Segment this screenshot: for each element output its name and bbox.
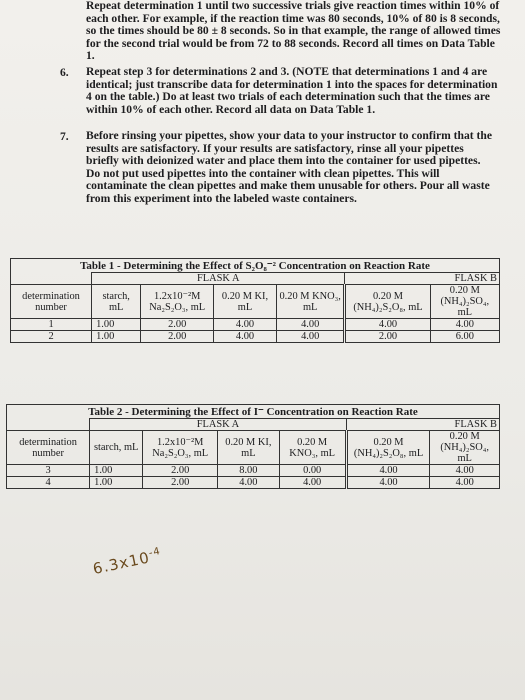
table-1-flask-b: FLASK B [345, 273, 500, 285]
step-6-text: Repeat step 3 for determinations 2 and 3. (NOTE that determinations 1 and 4 are identical; just transcribe data for determination 1 into the spaces for determination 4 on the table.) Do at least two trials of each determination such that the times are within 10% of each other. Record all data on Data Table 1. [86, 65, 498, 116]
table-2-flask-a: FLASK A [90, 419, 347, 431]
table-cell: 0.00 [279, 465, 346, 477]
table-1-title: Table 1 - Determining the Effect of S₂O₈⁻² Concentration on Reaction Rate [11, 259, 500, 273]
table-cell: 4.00 [214, 319, 277, 331]
table-header: starch, mL [92, 285, 141, 319]
table-cell: 4.00 [276, 331, 344, 343]
table-cell: 2 [11, 331, 92, 343]
table-header: 0.20 M (NH₄)₂S₂O₈, mL [345, 285, 430, 319]
table-cell: 4.00 [430, 477, 500, 489]
data-table-1 [10, 258, 500, 343]
table-cell: 4.00 [276, 319, 344, 331]
table-header: 0.20 M (NH₄)₂S₂O₈, mL [346, 431, 430, 465]
table-cell: 3 [7, 465, 90, 477]
table-cell: 2.00 [141, 331, 214, 343]
intro-paragraph: Repeat determination 1 until two successive trials give reaction times within 10% of each other. For example, if the reaction time was 80 seconds, 10% of 80 is 8 seconds, so the times should be 80 ± 8 seconds. So in that example, the range of allowed times for the second trial would be from 72 to 88 seconds. Record all times on Data Table 1. [86, 0, 501, 63]
table-header: 1.2x10⁻²M Na₂S₂O₃, mL [143, 431, 218, 465]
table-cell: 4.00 [345, 319, 430, 331]
table-1-flask-a: FLASK A [92, 273, 345, 285]
table-cell: 1 [11, 319, 92, 331]
step-7-text: Before rinsing your pipettes, show your data to your instructor to confirm that the results are satisfactory. If your results are satisfactory, rinse all your pipettes briefly with deionized water and place them into the container for used pipettes. Do not put used pipettes into the container with clean pipettes. This will contaminate the clean pipettes and make them unusable for others. Pour all waste from this experiment into the labeled waste containers. [86, 129, 492, 205]
table-cell: 1.00 [90, 477, 143, 489]
data-table-2 [6, 404, 500, 489]
table-cell: 1.00 [92, 319, 141, 331]
table-cell: 4.00 [279, 477, 346, 489]
table-header: 0.20 M KI, mL [218, 431, 280, 465]
table-cell: 2.00 [141, 319, 214, 331]
table-2-title: Table 2 - Determining the Effect of I⁻ Concentration on Reaction Rate [7, 405, 500, 419]
table-header: 0.20 M (NH₄)₂SO₄, mL [430, 285, 499, 319]
step-7-number: 7. [60, 130, 69, 143]
table-cell: 4.00 [346, 477, 430, 489]
table-2-flask-b: FLASK B [346, 419, 499, 431]
table-cell: 4.00 [214, 331, 277, 343]
table-header: 0.20 M KNO₃, mL [276, 285, 344, 319]
table-row [7, 465, 500, 477]
table-header: determination number [11, 285, 92, 319]
table-header: 0.20 M KNO₃, mL [279, 431, 346, 465]
table-header: 1.2x10⁻²M Na₂S₂O₃, mL [141, 285, 214, 319]
table-row [11, 331, 500, 343]
table-cell: 1.00 [92, 331, 141, 343]
table-cell: 4.00 [218, 477, 280, 489]
table-header: 0.20 M KI, mL [214, 285, 277, 319]
table-header: starch, mL [90, 431, 143, 465]
table-cell: 4.00 [430, 465, 500, 477]
table-cell: 2.00 [143, 477, 218, 489]
table-cell: 2.00 [345, 331, 430, 343]
table-cell: 1.00 [90, 465, 143, 477]
table-cell: 4.00 [430, 319, 499, 331]
table-cell: 2.00 [143, 465, 218, 477]
handwritten-note: $6.3x10^{-4}$ [91, 545, 162, 578]
table-cell: 4 [7, 477, 90, 489]
table-header: 0.20 M (NH₄)₂SO₄, mL [430, 431, 500, 465]
table-cell: 6.00 [430, 331, 499, 343]
table-header: determination number [7, 431, 90, 465]
table-row [7, 477, 500, 489]
table-row [11, 319, 500, 331]
step-6-number: 6. [60, 66, 69, 79]
table-cell: 8.00 [218, 465, 280, 477]
table-cell: 4.00 [346, 465, 430, 477]
